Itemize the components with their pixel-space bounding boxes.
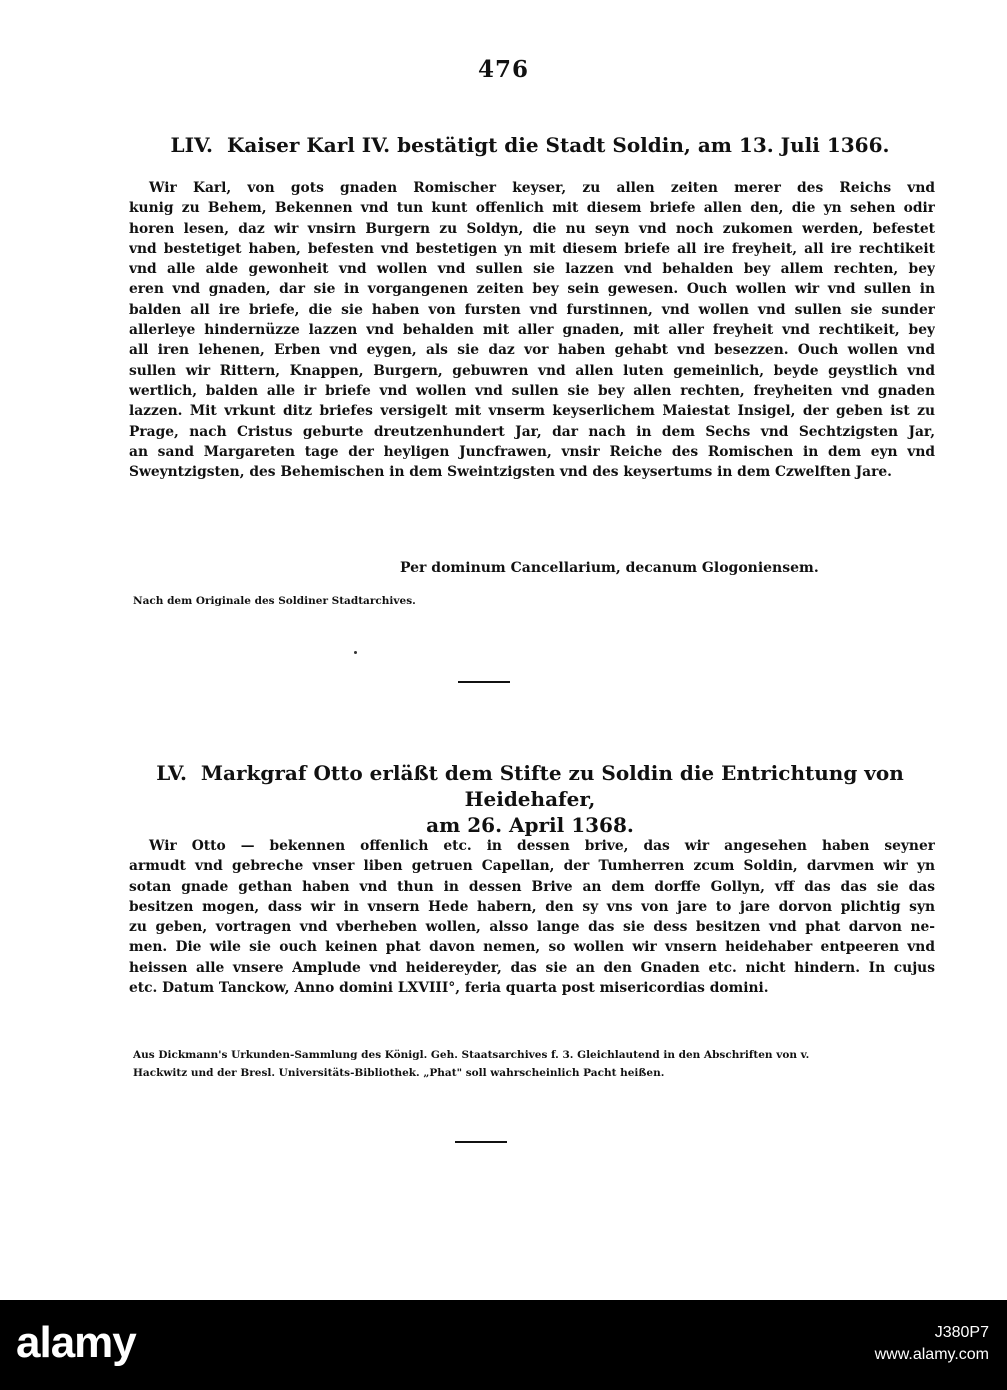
- section-title-date: am 26. April 1368.: [426, 813, 634, 837]
- section-title: Kaiser Karl IV. bestätigt die Stadt Soldin, am 13. Juli 1366.: [226, 133, 890, 157]
- source-note: [133, 1046, 939, 1082]
- text-line: kunig zu Behem, Bekennen vnd tun kunt offenlich mit diesem briefe allen den, die yn sehen odir: [129, 200, 935, 217]
- text-line: Sweyntzigsten, des Behemischen in dem Sweintzigsten vnd des keysertums in dem Czwelften Jare.: [129, 464, 892, 481]
- section-divider: [455, 1141, 507, 1143]
- print-speck: [354, 651, 357, 654]
- text-line: besitzen mogen, dass wir in vnsern Hede habern, den sy vns von jare to jare dorvon plichtig syn: [129, 898, 935, 915]
- text-line: armudt vnd gebreche vnser liben getruen Capellan, der Tumherren zcum Soldin, darvmen wir yn: [129, 858, 935, 875]
- section-body: [129, 836, 935, 998]
- signature-line: Per dominum Cancellarium, decanum Glogoniensem.: [400, 560, 819, 576]
- text-line: wertlich, balden alle ir briefe vnd wollen vnd sullen sie bey allen rechten, freyheiten vnd gnaden: [129, 382, 935, 399]
- text-line: vnd alle alde gewonheit vnd wollen vnd sullen sie lazzen vnd behalden bey allem rechten, bey: [129, 261, 935, 278]
- section-number: LV.: [156, 761, 187, 785]
- text-line: an sand Margareten tage der heyligen Juncfrawen, vnsir Reiche des Romischen in dem eyn vnd: [129, 443, 935, 460]
- source-note: Nach dem Originale des Soldiner Stadtarchives.: [133, 595, 416, 607]
- text-line: sullen wir Rittern, Knappen, Burgern, gebuwren vnd allen luten gemeinlich, beyde geystlich vnd: [129, 362, 935, 379]
- alamy-logo: alamy: [16, 1318, 136, 1367]
- text-line: eren vnd gnaden, dar sie in vorgangenen zeiten bey sein gewesen. Ouch wollen wir vnd sullen in: [129, 281, 935, 298]
- source-line: Aus Dickmann's Urkunden-Sammlung des Königl. Geh. Staatsarchives f. 3. Gleichlautend in den Abschriften von v.: [133, 1049, 810, 1061]
- text-line: zu geben, vortragen vnd vberheben wollen, alsso lange das sie dess besitzen vnd phat darvon ne-: [129, 919, 935, 936]
- page-number: 476: [477, 56, 529, 83]
- section-title: Markgraf Otto erläßt dem Stifte zu Soldin die Entrichtung von Heidehafer,: [200, 761, 904, 811]
- text-line: heissen alle vnsere Amplude vnd heidereyder, das sie an den Gnaden etc. nicht hindern. In cujus: [129, 959, 935, 976]
- stock-image-info: [875, 1322, 989, 1366]
- text-line: balden all ire briefe, die sie haben von fursten vnd furstinnen, vnd wollen vnd sullen sie sunder: [129, 301, 935, 318]
- image-id: J380P7: [934, 1324, 989, 1341]
- text-line: lazzen. Mit vrkunt ditz briefes versigelt mit vnserm keyserlichem Maiestat Insigel, der geben ist zu: [129, 403, 935, 420]
- section-heading: [120, 760, 940, 838]
- text-line: Prage, nach Cristus geburte dreutzenhundert Jar, dar nach in dem Sechs vnd Sechtzigsten Jar,: [129, 423, 935, 440]
- section-divider: [458, 681, 510, 683]
- text-line: men. Die wile sie ouch keinen phat davon nemen, so wollen wir vnsern heidehaber entpeeren vnd: [129, 939, 935, 956]
- text-line: etc. Datum Tanckow, Anno domini LXVIII°, feria quarta post misericordias domini.: [129, 980, 769, 997]
- section-body: [129, 178, 935, 482]
- section-number: LIV.: [170, 133, 213, 157]
- site-url: www.alamy.com: [874, 1346, 989, 1363]
- text-line: horen lesen, daz wir vnsirn Burgern zu Soldyn, die nu seyn vnd noch zukomen werden, befestet: [129, 220, 935, 237]
- text-line: Wir Otto — bekennen offenlich etc. in dessen brive, das wir angesehen haben seyner: [149, 838, 935, 854]
- text-line: Wir Karl, von gots gnaden Romischer keyser, zu allen zeiten merer des Reichs vnd: [149, 180, 935, 196]
- text-line: vnd bestetiget haben, befesten vnd bestetigen yn mit diesem briefe all ire freyheit, all ire rechtikeit: [129, 240, 935, 257]
- section-heading: [120, 132, 940, 158]
- text-line: sotan gnade gethan haben vnd thun in dessen Brive an dem dorffe Gollyn, vff das das sie das: [129, 878, 935, 895]
- text-line: allerleye hindernüzze lazzen vnd behalden mit aller gnaden, mit aller freyheit vnd rechtikeit, bey: [129, 322, 935, 339]
- text-line: all iren lehenen, Erben vnd eygen, als sie daz vor haben gehabt vnd besezzen. Ouch wollen vnd: [129, 342, 935, 359]
- stock-watermark-bar: [0, 1300, 1007, 1390]
- source-line: Hackwitz und der Bresl. Universitäts-Bibliothek. „Phat" soll wahrscheinlich Pacht heißen.: [133, 1067, 665, 1079]
